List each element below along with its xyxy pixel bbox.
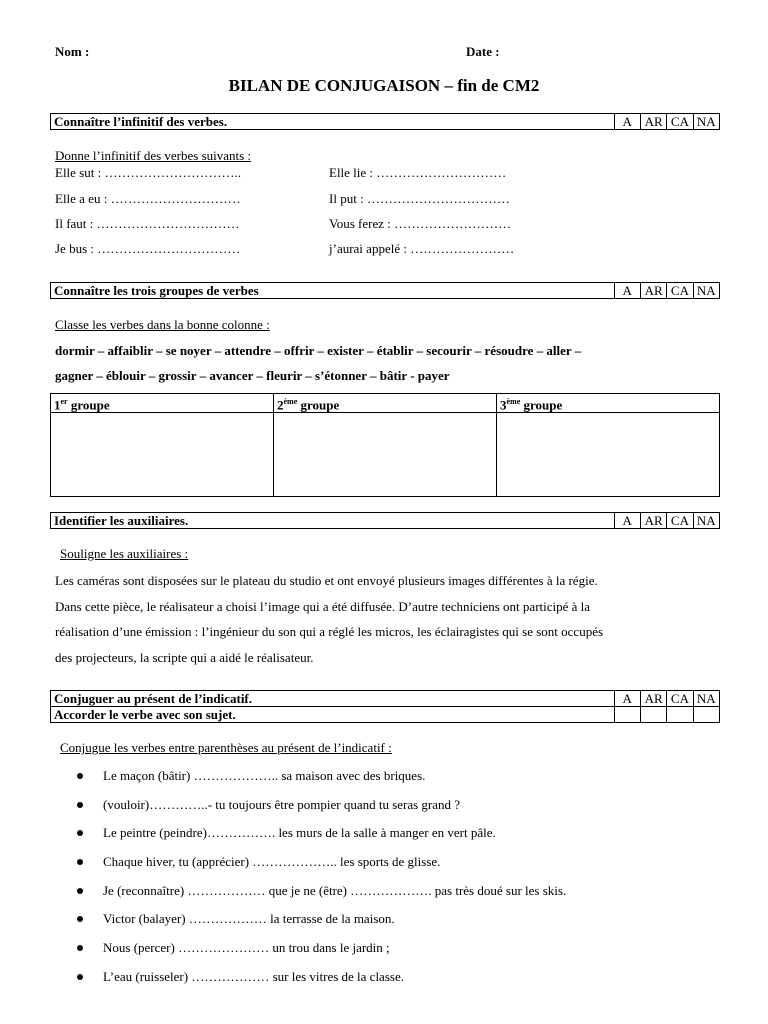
verbs-list-line-1: dormir – affaiblir – se noyer – attendre – offrir – exister – établir – secourir – résoudre – aller – — [55, 343, 582, 358]
instruction-groupes: Classe les verbes dans la bonne colonne : — [55, 317, 270, 332]
infinitif-item: j’aurai appelé : …………………… — [329, 241, 515, 256]
skill-table-infinitif — [50, 113, 720, 130]
groups-table — [50, 393, 720, 497]
level-a: A — [614, 513, 640, 529]
group-header-1: 1er groupe — [51, 394, 274, 413]
nom-label: Nom : — [55, 44, 90, 59]
level-a: A — [614, 691, 640, 707]
list-item: Nous (percer) ………………… un trou dans le jardin ; — [50, 938, 750, 967]
paragraph-line: réalisation d’une émission : l’ingénieur du son qui a réglé les micros, les éclairagistes qui se sont occupés — [55, 624, 604, 639]
auxiliaires-paragraph — [55, 568, 735, 670]
infinitif-item: Il faut : …………………………… — [55, 216, 240, 231]
infinitif-item: Elle sut : ………………………….. — [55, 165, 241, 180]
list-item: Je (reconnaître) ……………… que je ne (être) ………………. pas très doué sur les skis. — [50, 881, 750, 910]
verbs-list-line-2: gagner – éblouir – grossir – avancer – fleurir – s’étonner – bâtir - payer — [55, 368, 450, 383]
group-cell-1[interactable] — [51, 413, 274, 497]
level-na: NA — [693, 283, 719, 299]
level-a: A — [614, 283, 640, 299]
level-ca: CA — [667, 691, 693, 707]
bullet-icon — [77, 830, 83, 836]
level-ca: CA — [667, 283, 693, 299]
instruction-auxiliaires: Souligne les auxiliaires : — [60, 546, 189, 561]
level-ar: AR — [640, 513, 666, 529]
infinitif-item: Je bus : …………………………… — [55, 241, 241, 256]
list-item: Le maçon (bâtir) ……………….. sa maison avec des briques. — [50, 766, 750, 795]
group-cell-2[interactable] — [274, 413, 497, 497]
level-na: NA — [693, 114, 719, 130]
skill-table-present — [50, 690, 720, 723]
level-ar: AR — [640, 283, 666, 299]
skill-label-groupes: Connaître les trois groupes de verbes — [51, 283, 615, 299]
page-title: BILAN DE CONJUGAISON – fin de CM2 — [228, 76, 540, 95]
paragraph-line: Les caméras sont disposées sur le plateau du studio et ont envoyé plusieurs images différentes à la régie. — [55, 573, 598, 588]
bullet-icon — [77, 916, 83, 922]
paragraph-line: des projecteurs, la scripte qui a aidé le réalisateur. — [55, 649, 314, 665]
conjugation-list — [50, 766, 750, 996]
skill-table-groupes — [50, 282, 720, 299]
group-header-3: 3ème groupe — [497, 394, 720, 413]
infinitif-item: Vous ferez : ……………………… — [329, 216, 512, 231]
bullet-icon — [77, 859, 83, 865]
bullet-icon — [77, 802, 83, 808]
level-cell — [614, 707, 640, 723]
level-cell — [693, 707, 719, 723]
infinitif-item: Il put : …………………………… — [329, 191, 510, 206]
skill-label-present: Conjuguer au présent de l’indicatif. — [51, 691, 615, 707]
group-cell-3[interactable] — [497, 413, 720, 497]
skill-label-auxiliaires: Identifier les auxiliaires. — [51, 513, 615, 529]
bullet-icon — [77, 974, 83, 980]
skill-label-accord: Accorder le verbe avec son sujet. — [51, 707, 615, 723]
level-cell — [640, 707, 666, 723]
skill-label-infinitif: Connaître l’infinitif des verbes. — [51, 114, 615, 130]
paragraph-line: Dans cette pièce, le réalisateur a choisi l’image qui a été diffusée. D’autre techniciens ont participé à la — [55, 598, 591, 614]
level-ca: CA — [667, 114, 693, 130]
infinitif-item: Elle a eu : ………………………… — [55, 191, 241, 206]
level-na: NA — [693, 691, 719, 707]
list-item: L’eau (ruisseler) ……………… sur les vitres de la classe. — [50, 967, 750, 996]
level-a: A — [614, 114, 640, 130]
list-item: Chaque hiver, tu (apprécier) ……………….. les sports de glisse. — [50, 852, 750, 881]
list-item: (vouloir)…………..- tu toujours être pompier quand tu seras grand ? — [50, 795, 750, 824]
level-cell — [667, 707, 693, 723]
level-na: NA — [693, 513, 719, 529]
skill-table-auxiliaires — [50, 512, 720, 529]
level-ca: CA — [667, 513, 693, 529]
level-ar: AR — [640, 691, 666, 707]
date-label: Date : — [466, 44, 500, 59]
list-item: Victor (balayer) ……………… la terrasse de la maison. — [50, 909, 750, 938]
group-header-2: 2ème groupe — [274, 394, 497, 413]
infinitif-item: Elle lie : ………………………… — [329, 165, 507, 180]
bullet-icon — [77, 888, 83, 894]
bullet-icon — [77, 945, 83, 951]
list-item: Le peintre (peindre)……………. les murs de la salle à manger en vert pâle. — [50, 823, 750, 852]
bullet-icon — [77, 773, 83, 779]
level-ar: AR — [640, 114, 666, 130]
instruction-infinitif: Donne l’infinitif des verbes suivants : — [55, 148, 252, 163]
instruction-present: Conjugue les verbes entre parenthèses au présent de l’indicatif : — [60, 740, 392, 755]
